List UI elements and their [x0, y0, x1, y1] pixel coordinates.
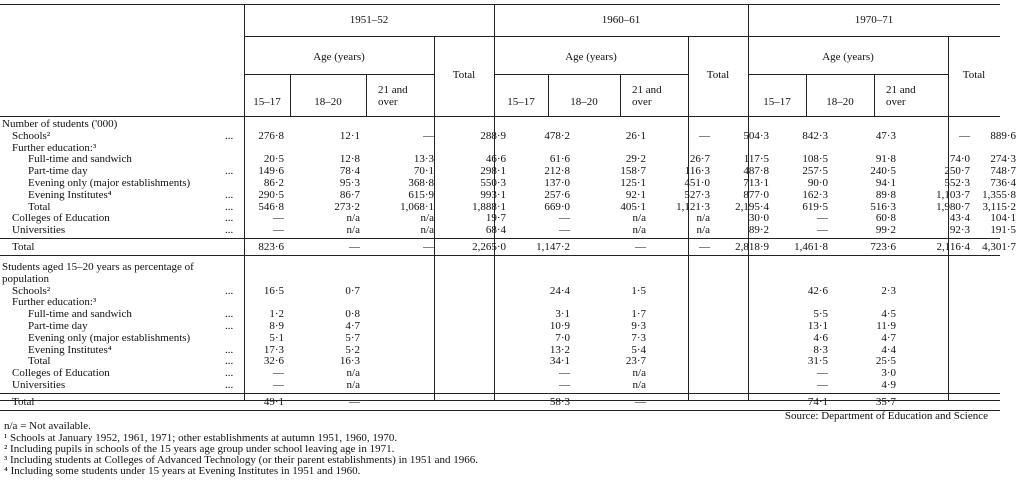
rule-horizontal [748, 36, 1000, 37]
table-cell: 273·2 [334, 200, 360, 213]
table-cell: 889·6 [990, 129, 1016, 142]
table-cell: 3·0 [881, 367, 896, 380]
table-cell: n/a [632, 212, 646, 225]
table-cell: 1,980·7 [936, 200, 970, 213]
table-cell: 92·1 [625, 188, 646, 201]
table-cell: 4·6 [813, 331, 828, 344]
table-cell: 4·7 [881, 331, 896, 344]
total-cell: 823·6 [258, 241, 284, 253]
table-cell: 0·8 [345, 308, 360, 321]
table-cell: 30·0 [748, 212, 769, 225]
table-cell: 11·9 [876, 320, 896, 332]
table-cell: n/a [346, 212, 360, 225]
table-cell: 191·5 [990, 224, 1016, 237]
rule-vertical [548, 74, 549, 116]
table-cell: n/a [346, 379, 360, 391]
table-cell: 78·4 [339, 165, 360, 178]
row-label: Evening only (major establishments) [28, 331, 191, 344]
rule-horizontal [494, 36, 748, 37]
table-cell: 3,115·2 [982, 200, 1016, 213]
row-label: Full-time and sandwich [28, 308, 132, 321]
age-col-header: 21 and over [378, 84, 408, 108]
total-cell: — [349, 395, 360, 408]
total-cell: 58·3 [549, 395, 570, 408]
age-group-header: Age (years) [565, 51, 617, 63]
table-cell: — [817, 212, 828, 225]
rule-horizontal [0, 4, 1000, 5]
total-cell: 1,147·2 [536, 241, 570, 253]
table-cell: 2,195·4 [735, 200, 769, 213]
rule-horizontal [0, 116, 1000, 117]
dot-leader: ... [225, 165, 234, 178]
rule-horizontal [0, 393, 1000, 394]
table-cell: 16·5 [263, 284, 284, 297]
table-cell: 4·7 [345, 320, 360, 332]
row-label: Further education:³ [12, 296, 97, 309]
dot-leader: ... [225, 188, 234, 201]
table-cell: n/a [632, 379, 646, 391]
table-cell: 29·2 [625, 153, 646, 166]
row-label: Universities [12, 379, 66, 391]
rule-vertical [874, 74, 875, 116]
total-header: Total [962, 69, 986, 81]
table-cell: 212·8 [544, 165, 570, 178]
section-title-cont: population [2, 272, 50, 285]
rule-vertical [620, 74, 621, 116]
table-cell: 86·2 [263, 177, 284, 189]
table-cell: — [559, 212, 570, 225]
age-group-header: Age (years) [822, 51, 874, 63]
table-cell: 12·8 [339, 153, 360, 166]
dot-leader: ... [225, 379, 234, 391]
table-cell: 117·5 [743, 153, 769, 166]
table-cell: 137·0 [544, 177, 570, 189]
total-label: Total [12, 241, 35, 253]
total-cell: 2,818·9 [735, 241, 769, 253]
section-title: Number of students ('000) [2, 118, 118, 130]
table-cell: 42·6 [807, 284, 828, 297]
rule-horizontal [0, 255, 1000, 256]
table-cell: 516·3 [870, 200, 896, 213]
dot-leader: ... [225, 308, 234, 321]
dot-leader: ... [225, 320, 234, 332]
table-cell: 250·7 [944, 165, 970, 178]
table-cell: — [423, 129, 434, 142]
table-cell: 993·1 [480, 188, 506, 201]
table-cell: 13·3 [413, 153, 434, 166]
table-cell: 405·1 [620, 200, 646, 213]
table-cell: 368·8 [408, 177, 434, 189]
table-cell: 7·0 [555, 331, 570, 344]
table-cell: 31·5 [807, 355, 828, 368]
table-cell: 0·7 [345, 284, 360, 297]
total-cell: 35·7 [875, 395, 896, 408]
dot-leader: ... [225, 355, 234, 368]
table-cell: — [273, 224, 284, 237]
table-cell: 89·2 [748, 224, 769, 237]
table-cell: 5·7 [345, 331, 360, 344]
row-label: Further education:³ [12, 141, 97, 154]
total-cell: 49·1 [263, 395, 284, 408]
rule-vertical [290, 74, 291, 116]
table-cell: 61·6 [549, 153, 570, 166]
age-col-header: 15–17 [253, 96, 281, 108]
row-label: Evening Institutes⁴ [28, 188, 112, 201]
row-label: Universities [12, 224, 66, 237]
table-cell: 290·5 [258, 188, 284, 201]
table-cell: n/a [346, 367, 360, 380]
table-cell: — [273, 379, 284, 391]
table-cell: 4·5 [881, 308, 896, 321]
age-col-header: 15–17 [507, 96, 535, 108]
row-label: Part-time day [28, 165, 88, 178]
table-cell: 504·3 [743, 129, 769, 142]
total-cell: — [635, 395, 646, 408]
table-cell: — [273, 367, 284, 380]
total-header: Total [706, 69, 730, 81]
table-cell: 4·9 [881, 379, 896, 391]
table-cell: 24·4 [549, 284, 570, 297]
rule-horizontal [244, 36, 494, 37]
dot-leader: ... [225, 284, 234, 297]
table-cell: 736·4 [990, 177, 1016, 189]
table-cell: 104·1 [990, 212, 1016, 225]
row-label: Schools² [12, 284, 51, 297]
source-note: Source: Department of Education and Science [784, 410, 988, 422]
table-cell: 527·3 [684, 188, 710, 201]
row-label: Colleges of Education [12, 212, 110, 225]
table-cell: n/a [420, 212, 434, 225]
table-cell: 487·8 [743, 165, 769, 178]
table-cell: n/a [632, 224, 646, 237]
footnote-na: n/a = Not available. [4, 420, 91, 432]
age-col-header: 21 and over [886, 84, 916, 108]
table-cell: 9·3 [631, 320, 646, 332]
table-cell: 5·2 [345, 343, 360, 356]
table-cell: 10·9 [549, 320, 570, 332]
rule-horizontal [494, 74, 688, 75]
table-cell: 748·7 [990, 165, 1016, 178]
table-cell: 5·5 [813, 308, 828, 321]
dot-leader: ... [225, 200, 234, 213]
table-cell: 86·7 [339, 188, 360, 201]
rule-horizontal [244, 74, 434, 75]
table-cell: 5·1 [269, 331, 284, 344]
table-cell: 94·1 [875, 177, 896, 189]
table-cell: 95·3 [339, 177, 360, 189]
table-cell: 70·1 [413, 165, 434, 178]
table-cell: 125·1 [620, 177, 646, 189]
table-cell: 34·1 [549, 355, 570, 368]
table-cell: 257·5 [802, 165, 828, 178]
table-cell: n/a [346, 224, 360, 237]
table-cell: 8·3 [813, 343, 828, 356]
section-title: Students aged 15–20 years as percentage of [2, 261, 194, 273]
table-cell: — [959, 129, 970, 142]
table-cell: 89·8 [875, 188, 896, 201]
table-cell: 60·8 [875, 212, 896, 225]
table-cell: — [817, 379, 828, 391]
table-cell: — [559, 379, 570, 391]
total-cell: 74·1 [807, 395, 828, 408]
table-cell: 615·9 [408, 188, 434, 201]
table-cell: 13·1 [807, 320, 828, 332]
row-label: Evening only (major establishments) [28, 177, 191, 189]
table-cell: 19·7 [485, 212, 506, 225]
age-col-header: 21 and over [632, 84, 662, 108]
table-cell: 1,355·8 [982, 188, 1016, 201]
age-col-header: 18–20 [826, 96, 854, 108]
table-cell: 90·0 [807, 177, 828, 189]
table-cell: n/a [420, 224, 434, 237]
table-cell: — [273, 212, 284, 225]
total-cell: 4,301·7 [982, 241, 1016, 253]
table-cell: 32·6 [263, 355, 284, 368]
table-cell: 91·8 [875, 153, 896, 166]
table-cell: 158·7 [620, 165, 646, 178]
table-cell: 68·4 [485, 224, 506, 237]
total-label: Total [12, 395, 35, 408]
table-cell: 669·0 [544, 200, 570, 213]
table-cell: 47·3 [875, 129, 896, 142]
table-cell: 550·3 [480, 177, 506, 189]
dot-leader: ... [225, 212, 234, 225]
table-cell: 92·3 [949, 224, 970, 237]
dot-leader: ... [225, 343, 234, 356]
total-header: Total [452, 69, 476, 81]
table-cell: 546·8 [258, 200, 284, 213]
table-cell: 12·1 [339, 129, 360, 142]
table-cell: 240·5 [870, 165, 896, 178]
rule-horizontal [748, 74, 948, 75]
table-cell: 23·7 [625, 355, 646, 368]
total-cell: — [349, 241, 360, 253]
table-cell: — [559, 224, 570, 237]
table-cell: 1·5 [631, 284, 646, 297]
table-cell: 274·3 [990, 153, 1016, 166]
row-label: Evening Institutes⁴ [28, 343, 112, 356]
table-cell: — [559, 367, 570, 380]
table-cell: 1,121·3 [676, 200, 710, 213]
row-label: Full-time and sandwich [28, 153, 132, 166]
period-header: 1960–61 [601, 14, 641, 26]
table-cell: 478·2 [544, 129, 570, 142]
table-cell: 26·7 [689, 153, 710, 166]
table-cell: — [817, 367, 828, 380]
table-cell: 451·0 [684, 177, 710, 189]
dot-leader: ... [225, 367, 234, 380]
row-label: Schools² [12, 129, 51, 142]
age-col-header: 18–20 [314, 96, 342, 108]
age-col-header: 18–20 [570, 96, 598, 108]
row-label: Colleges of Education [12, 367, 110, 380]
table-cell: 16·3 [339, 355, 360, 368]
footnote-3: ³ Including students at Colleges of Advanced Technology (or their parent establishments) in 1951 and 1966. [4, 454, 479, 466]
table-cell: 288·9 [480, 129, 506, 142]
table-cell: 257·6 [544, 188, 570, 201]
table-cell: 46·6 [485, 153, 506, 166]
table-cell: 1,103·7 [936, 188, 970, 201]
total-cell: — [699, 241, 710, 253]
footnote-4: ⁴ Including some students under 15 years at Evening Institutes in 1951 and 1960. [4, 465, 361, 477]
table-cell: 5·4 [631, 343, 646, 356]
rule-vertical [366, 74, 367, 116]
age-group-header: Age (years) [313, 51, 365, 63]
table-cell: 99·2 [875, 224, 896, 237]
table-cell: 877·0 [743, 188, 769, 201]
row-label: Total [28, 200, 51, 213]
table-cell: 1·7 [631, 308, 646, 321]
table-cell: 108·5 [802, 153, 828, 166]
row-label: Part-time day [28, 320, 88, 332]
table-cell: 149·6 [258, 165, 284, 178]
total-cell: 723·6 [870, 241, 896, 253]
table-cell: 1,888·1 [472, 200, 506, 213]
table-cell: 8·9 [269, 320, 284, 332]
table-cell: 552·3 [944, 177, 970, 189]
age-col-header: 15–17 [763, 96, 791, 108]
rule-vertical [806, 74, 807, 116]
row-label: Total [28, 355, 51, 368]
table-cell: 3·1 [555, 308, 570, 321]
table-cell: 298·1 [480, 165, 506, 178]
total-cell: 2,116·4 [936, 241, 970, 253]
table-cell: 74·0 [949, 153, 970, 166]
table-cell: 2·3 [881, 284, 896, 297]
table-cell: 17·3 [263, 343, 284, 356]
table-cell: 20·5 [263, 153, 284, 166]
table-cell: n/a [696, 224, 710, 237]
table-cell: — [699, 129, 710, 142]
table-cell: 43·4 [949, 212, 970, 225]
table-cell: 162·3 [802, 188, 828, 201]
total-cell: — [423, 241, 434, 253]
table-cell: 842·3 [802, 129, 828, 142]
table-cell: n/a [632, 367, 646, 380]
period-header: 1951–52 [349, 14, 389, 26]
table-cell: 25·5 [875, 355, 896, 368]
table-cell: 1·2 [269, 308, 284, 321]
rule-horizontal [0, 238, 1000, 239]
table-cell: 1,068·1 [400, 200, 434, 213]
table-cell: 13·2 [549, 343, 570, 356]
total-cell: 1,461·8 [794, 241, 828, 253]
table-cell: 713·1 [743, 177, 769, 189]
table-cell: n/a [696, 212, 710, 225]
table-cell: 619·5 [802, 200, 828, 213]
period-header: 1970–71 [854, 14, 894, 26]
table-cell: 26·1 [625, 129, 646, 142]
total-cell: 2,265·0 [472, 241, 506, 253]
dot-leader: ... [225, 129, 234, 142]
total-cell: — [635, 241, 646, 253]
table-cell: 276·8 [258, 129, 284, 142]
footnote-2: ² Including pupils in schools of the 15 years age group under school leaving age in 1971. [4, 443, 395, 455]
table-cell: 4·4 [881, 343, 896, 356]
table-cell: — [817, 224, 828, 237]
footnote-1: ¹ Schools at January 1952, 1961, 1971; other establishments at autumn 1951, 1960, 1970. [4, 432, 398, 444]
table-cell: 116·3 [684, 165, 710, 178]
dot-leader: ... [225, 224, 234, 237]
table-cell: 7·3 [631, 331, 646, 344]
